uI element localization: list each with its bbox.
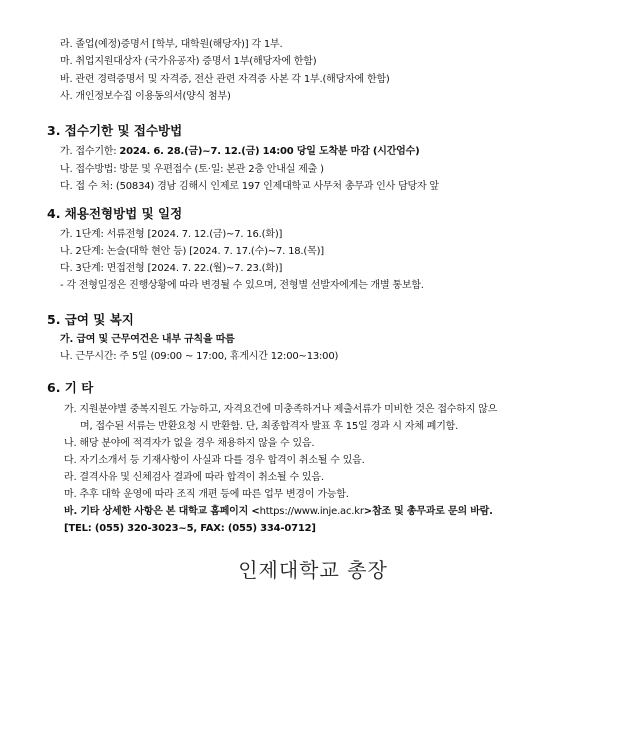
stage-1-line: 가. 1단계: 서류전형 [2024. 7. 12.(금)~7. 16.(화)] [60,229,283,240]
other-item-a1: 가. 지원분야별 중복지원도 가능하고, 자격요건에 미충족하거나 제출서류가 미비한 것은 접수하지 않으 [64,404,498,415]
pay-line: 가. 급여 및 근무여건은 내부 규칙을 따름 [60,334,235,345]
other-item-b: 나. 해당 분야에 적격자가 없을 경우 채용하지 않을 수 있음. [64,438,315,449]
doc-item-graduation: 라. 졸업(예정)증명서 [학부, 대학원(해당자)] 각 1부. [60,39,283,50]
doc-item-career: 바. 관련 경력증명서 및 자격증, 전산 관련 자격증 사본 각 1부.(해당자에 한함) [60,74,390,85]
contact-line: [TEL: (055) 320-3023~5, FAX: (055) 334-0712] [64,523,316,534]
other-item-f [64,505,493,518]
homepage-text: 바. 기타 상세한 사항은 본 대학교 홈페이지 < [64,506,260,517]
method-line: 나. 접수방법: 방문 및 우편접수 (토·일: 본관 2층 안내실 제출 ) [60,164,324,175]
hours-line: 나. 근무시간: 주 5일 (09:00 ~ 17:00, 휴게시간 12:00~13:00) [60,351,339,362]
other-item-c: 다. 자기소개서 등 기재사항이 사실과 다를 경우 합격이 취소될 수 있음. [64,455,365,466]
other-item-a2: 며, 접수된 서류는 반환요청 시 반환함. 단, 최종합격자 발표 후 15일 경과 시 자체 폐기함. [80,421,459,432]
section-5-title: 5. 급여 및 복지 [47,312,134,327]
homepage-suffix: >참조 및 총무과로 문의 바람. [363,506,493,517]
deadline-value: 2024. 6. 28.(금)~7. 12.(금) 14:00 당일 도착분 마감 (시간엄수) [119,146,420,157]
homepage-link[interactable]: https://www.inje.ac.kr [259,506,364,517]
address-line: 다. 접 수 처: (50834) 경남 김해시 인제로 197 인제대학교 사무처 총무과 인사 담당자 앞 [60,181,439,192]
closing-signature: 인제대학교 총장 [238,558,388,582]
other-item-d: 라. 결격사유 및 신체검사 결과에 따라 합격이 취소될 수 있음. [64,472,324,483]
section-4-title: 4. 채용전형방법 및 일정 [47,206,183,221]
stage-2-line: 나. 2단계: 논술(대학 현안 등) [2024. 7. 17.(수)~7. 18.(목)] [60,246,324,257]
section-3-title: 3. 접수기한 및 접수방법 [47,123,183,138]
deadline-line [60,145,419,158]
stage-3-line: 다. 3단계: 면접전형 [2024. 7. 22.(월)~7. 23.(화)] [60,263,283,274]
section-6-title: 6. 기 타 [47,380,94,395]
other-item-e: 마. 추후 대학 운영에 따라 조직 개편 등에 따른 업무 변경이 가능함. [64,489,349,500]
doc-item-privacy: 사. 개인정보수집 이용동의서(양식 첨부) [60,91,231,102]
deadline-label: 가. 접수기한: [60,146,120,157]
schedule-note: - 각 전형일정은 진행상황에 따라 변경될 수 있으며, 전형별 선발자에게는 개별 통보함. [60,280,424,291]
doc-item-veteran: 마. 취업지원대상자 (국가유공자) 증명서 1부(해당자에 한함) [60,56,317,67]
